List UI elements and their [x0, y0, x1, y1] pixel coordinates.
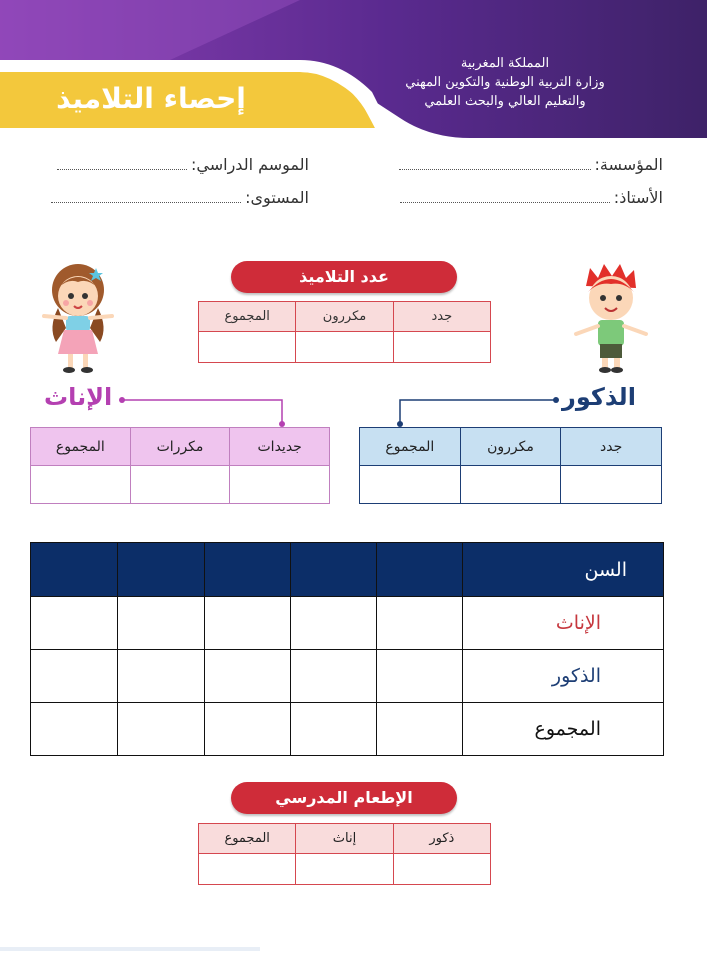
age-row-boys-label: الذكور	[463, 650, 664, 703]
ministry-line: المملكة المغربية	[460, 56, 550, 71]
ministry-line: وزارة التربية الوطنية والتكوين المهني	[405, 75, 605, 90]
canteen-cell-girls[interactable]	[296, 854, 393, 885]
girls-cell-repeaters[interactable]	[130, 466, 230, 504]
age-cell[interactable]	[377, 703, 463, 756]
age-cell[interactable]	[31, 703, 118, 756]
boys-cell-total[interactable]	[360, 466, 461, 504]
cell-total[interactable]	[199, 332, 296, 363]
level-field[interactable]	[51, 188, 309, 207]
institution-blank[interactable]	[399, 168, 591, 170]
age-cell[interactable]	[377, 597, 463, 650]
age-cell[interactable]	[205, 650, 291, 703]
girls-header-repeaters: مكررات	[130, 428, 230, 466]
age-cell[interactable]	[291, 597, 377, 650]
boys-table	[359, 427, 662, 504]
header-total: المجموع	[199, 302, 296, 332]
age-cell[interactable]	[291, 703, 377, 756]
canteen-cell-boys[interactable]	[393, 854, 490, 885]
age-row-girls-label: الإناث	[463, 597, 664, 650]
canteen-title: الإطعام المدرسي	[231, 782, 457, 814]
table-row	[31, 703, 664, 756]
girls-cell-total[interactable]	[31, 466, 131, 504]
canteen-header-boys: ذكور	[393, 824, 490, 854]
canteen-header-girls: إناث	[296, 824, 393, 854]
boy-illustration-icon	[572, 264, 652, 376]
age-cell[interactable]	[118, 597, 205, 650]
age-cell[interactable]	[205, 597, 291, 650]
age-cell[interactable]	[205, 703, 291, 756]
student-count-title: عدد التلاميذ	[231, 261, 457, 293]
age-row-total-label: المجموع	[463, 703, 664, 756]
table-row	[31, 650, 664, 703]
age-cell[interactable]	[118, 703, 205, 756]
ministry-block	[355, 54, 655, 111]
level-blank[interactable]	[51, 201, 241, 203]
institution-label: المؤسسة:	[594, 155, 663, 174]
canteen-header-total: المجموع	[199, 824, 296, 854]
table-row	[31, 597, 664, 650]
cell-new[interactable]	[393, 332, 490, 363]
ministry-line: والتعليم العالي والبحث العلمي	[424, 94, 586, 109]
teacher-blank[interactable]	[400, 201, 610, 203]
page-title: إحصاء التلاميذ	[56, 82, 246, 115]
age-header-cell[interactable]	[205, 543, 291, 597]
student-count-table	[198, 301, 491, 363]
age-cell[interactable]	[31, 650, 118, 703]
age-header: السن	[463, 543, 664, 597]
footer-divider	[0, 947, 260, 951]
teacher-field[interactable]	[400, 188, 663, 207]
season-field[interactable]	[57, 155, 309, 174]
age-cell[interactable]	[118, 650, 205, 703]
boys-title: الذكور	[562, 383, 636, 411]
girls-cell-new[interactable]	[230, 466, 330, 504]
age-cell[interactable]	[377, 650, 463, 703]
cell-repeaters[interactable]	[296, 332, 393, 363]
girls-title: الإناث	[44, 383, 113, 411]
age-cell[interactable]	[31, 597, 118, 650]
girls-header-total: المجموع	[31, 428, 131, 466]
header-new: جدد	[393, 302, 490, 332]
age-header-cell[interactable]	[377, 543, 463, 597]
age-header-cell[interactable]	[31, 543, 118, 597]
girl-illustration-icon	[36, 258, 120, 376]
age-cell[interactable]	[291, 650, 377, 703]
boys-cell-repeaters[interactable]	[460, 466, 561, 504]
girls-table	[30, 427, 330, 504]
age-header-cell[interactable]	[291, 543, 377, 597]
age-table	[30, 542, 664, 756]
header-repeaters: مكررون	[296, 302, 393, 332]
teacher-label: الأستاذ:	[613, 188, 663, 207]
level-label: المستوى:	[245, 188, 309, 207]
age-header-cell[interactable]	[118, 543, 205, 597]
canteen-table	[198, 823, 491, 885]
boys-header-repeaters: مكررون	[460, 428, 561, 466]
boys-header-new: جدد	[561, 428, 662, 466]
boys-header-total: المجموع	[360, 428, 461, 466]
season-blank[interactable]	[57, 168, 187, 170]
season-label: الموسم الدراسي:	[191, 155, 309, 174]
boys-cell-new[interactable]	[561, 466, 662, 504]
girls-header-new: جديدات	[230, 428, 330, 466]
institution-field[interactable]	[399, 155, 663, 174]
canteen-cell-total[interactable]	[199, 854, 296, 885]
